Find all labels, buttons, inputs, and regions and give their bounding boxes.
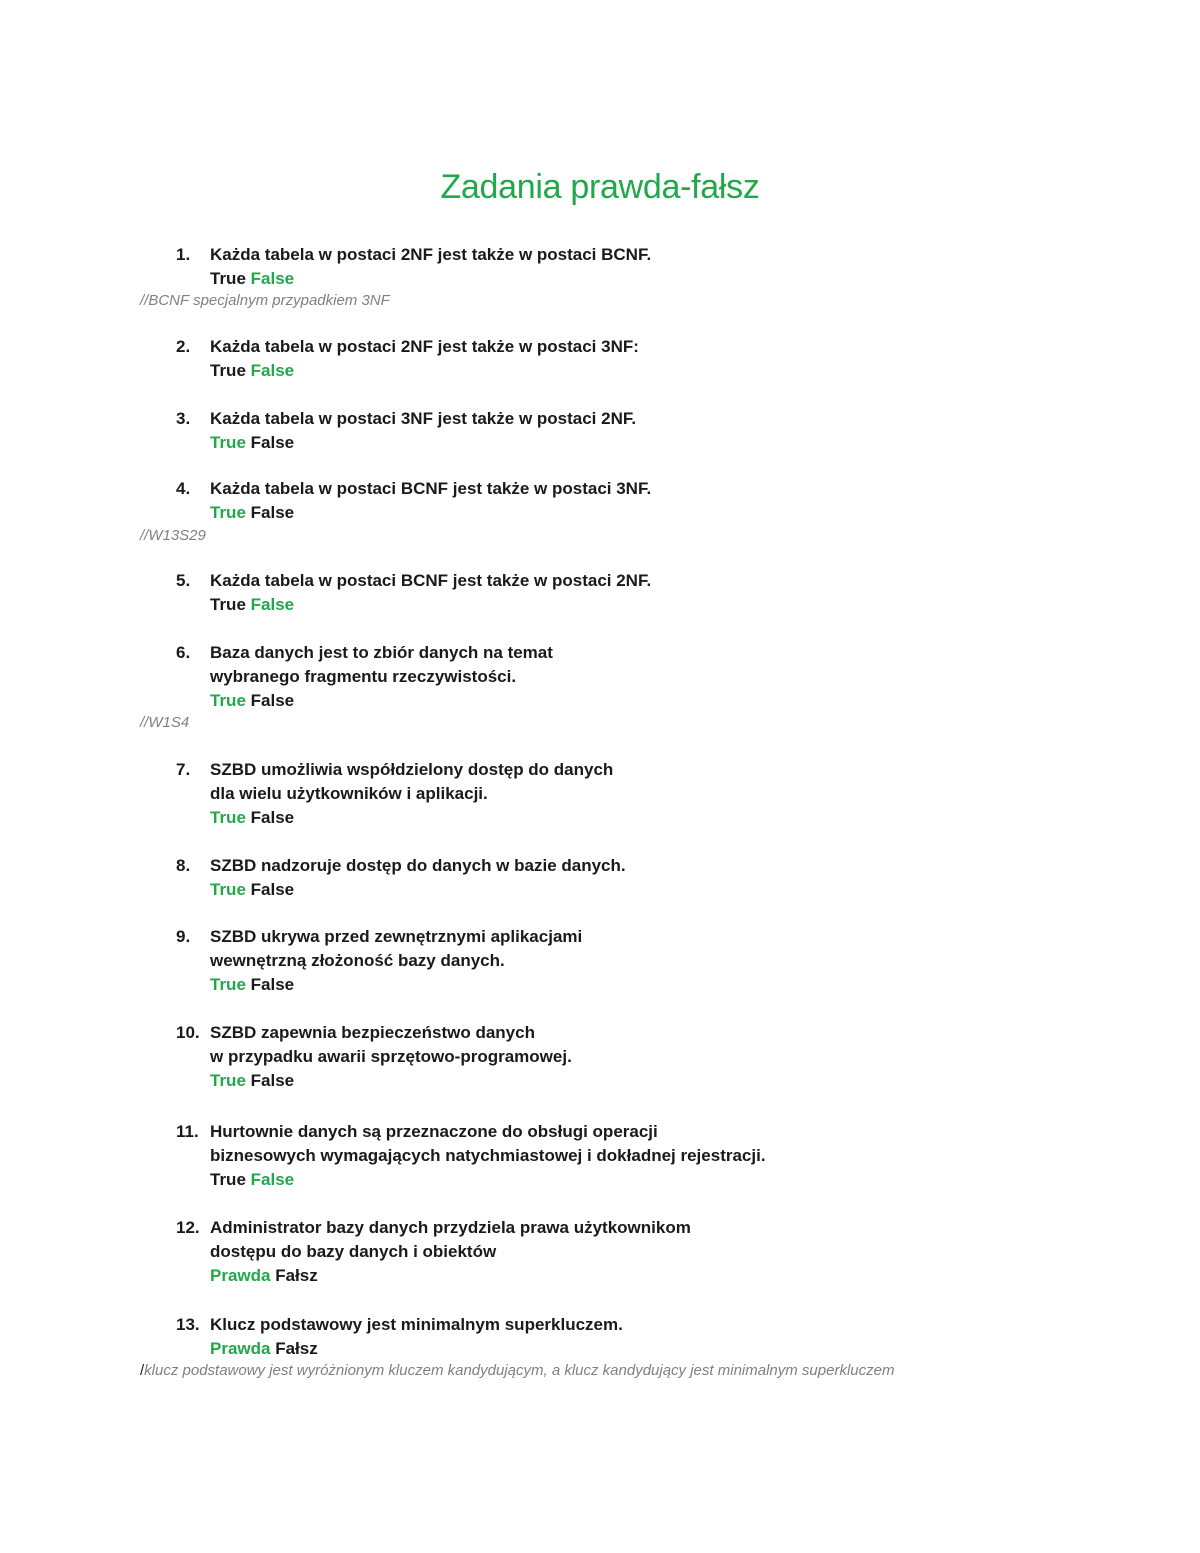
- question-text: Hurtownie danych są przeznaczone do obsługi operacji: [210, 1122, 658, 1141]
- question-10: [176, 1021, 572, 1093]
- option-false[interactable]: False: [250, 691, 295, 710]
- question-text: Każda tabela w postaci BCNF jest także w postaci 3NF.: [210, 479, 652, 498]
- answer-options: [176, 1168, 766, 1192]
- answer-options: [176, 878, 626, 902]
- question-1: [176, 243, 651, 291]
- question-text-continued: w przypadku awarii sprzętowo-programowej.: [210, 1047, 572, 1066]
- answer-options: [176, 1264, 691, 1288]
- page-title: Zadania prawda-fałsz: [440, 168, 760, 206]
- answer-options: [176, 1337, 623, 1361]
- answer-options: [176, 359, 639, 383]
- answer-options: [176, 593, 651, 617]
- question-5: [176, 569, 651, 617]
- option-true[interactable]: True: [210, 1071, 246, 1090]
- option-false[interactable]: False: [250, 269, 295, 288]
- option-true[interactable]: True: [210, 808, 246, 827]
- question-9: [176, 925, 582, 997]
- question-text: Administrator bazy danych przydziela prawa użytkownikom: [210, 1218, 691, 1237]
- question-text-continued: wewnętrzną złożoność bazy danych.: [210, 951, 505, 970]
- question-text-continued: dla wielu użytkowników i aplikacji.: [210, 784, 488, 803]
- question-text-continued: biznesowych wymagających natychmiastowej i dokładnej rejestracji.: [210, 1146, 766, 1165]
- question-text: Każda tabela w postaci 3NF jest także w postaci 2NF.: [210, 409, 637, 428]
- question-13: [176, 1313, 623, 1361]
- question-text-continued: wybranego fragmentu rzeczywistości.: [210, 667, 517, 686]
- answer-options: [176, 689, 553, 713]
- question-number: 1.: [176, 245, 191, 264]
- note-6: //W1S4: [140, 714, 190, 731]
- answer-options: [176, 1069, 572, 1093]
- question-2: [176, 335, 639, 383]
- answer-options: [176, 806, 613, 830]
- option-false[interactable]: False: [250, 880, 295, 899]
- question-number: 11.: [176, 1122, 199, 1141]
- question-number: 5.: [176, 571, 191, 590]
- question-number: 10.: [176, 1023, 200, 1042]
- question-7: [176, 758, 613, 830]
- option-true[interactable]: True: [210, 595, 246, 614]
- question-text-continued: dostępu do bazy danych i obiektów: [210, 1242, 497, 1261]
- option-true[interactable]: True: [210, 361, 246, 380]
- question-number: 4.: [176, 479, 191, 498]
- question-number: 6.: [176, 643, 191, 662]
- option-false[interactable]: False: [250, 361, 295, 380]
- option-falsz[interactable]: Fałsz: [275, 1266, 318, 1285]
- answer-options: [176, 267, 651, 291]
- question-11: [176, 1120, 766, 1192]
- question-number: 12.: [176, 1218, 200, 1237]
- option-prawda[interactable]: Prawda: [210, 1339, 271, 1358]
- option-true[interactable]: True: [210, 691, 246, 710]
- option-false[interactable]: False: [250, 808, 295, 827]
- question-text: SZBD nadzoruje dostęp do danych w bazie danych.: [210, 856, 626, 875]
- option-true[interactable]: True: [210, 880, 246, 899]
- option-true[interactable]: True: [210, 1170, 246, 1189]
- question-4: [176, 477, 651, 525]
- question-text: SZBD ukrywa przed zewnętrznymi aplikacjami: [210, 927, 583, 946]
- question-number: 2.: [176, 337, 191, 356]
- question-12: [176, 1216, 691, 1288]
- question-text: Każda tabela w postaci BCNF jest także w postaci 2NF.: [210, 571, 652, 590]
- option-true[interactable]: True: [210, 269, 246, 288]
- option-falsz[interactable]: Fałsz: [275, 1339, 318, 1358]
- option-true[interactable]: True: [210, 503, 246, 522]
- question-6: [176, 641, 553, 713]
- question-number: 7.: [176, 760, 191, 779]
- option-false[interactable]: False: [250, 975, 295, 994]
- question-number: 13.: [176, 1315, 200, 1334]
- question-text: SZBD zapewnia bezpieczeństwo danych: [210, 1023, 535, 1042]
- note-13: [140, 1362, 894, 1379]
- question-number: 9.: [176, 927, 191, 946]
- question-8: [176, 854, 626, 902]
- note-4: //W13S29: [140, 527, 206, 544]
- question-number: 3.: [176, 409, 191, 428]
- question-text: SZBD umożliwia współdzielony dostęp do danych: [210, 760, 614, 779]
- question-text: Każda tabela w postaci 2NF jest także w postaci BCNF.: [210, 245, 652, 264]
- option-prawda[interactable]: Prawda: [210, 1266, 271, 1285]
- option-false[interactable]: False: [250, 595, 295, 614]
- option-false[interactable]: False: [250, 503, 295, 522]
- question-number: 8.: [176, 856, 191, 875]
- option-false[interactable]: False: [250, 1071, 295, 1090]
- question-3: [176, 407, 636, 455]
- question-text: Baza danych jest to zbiór danych na temat: [210, 643, 553, 662]
- answer-options: [176, 501, 651, 525]
- option-false[interactable]: False: [250, 433, 295, 452]
- question-text: Każda tabela w postaci 2NF jest także w postaci 3NF:: [210, 337, 639, 356]
- option-false[interactable]: False: [250, 1170, 295, 1189]
- note-slash: /: [140, 1362, 145, 1379]
- option-true[interactable]: True: [210, 975, 246, 994]
- option-true[interactable]: True: [210, 433, 246, 452]
- answer-options: [176, 973, 582, 997]
- note-1: //BCNF specjalnym przypadkiem 3NF: [140, 292, 390, 309]
- answer-options: [176, 431, 636, 455]
- question-text: Klucz podstawowy jest minimalnym superkluczem.: [210, 1315, 623, 1334]
- note-text: klucz podstawowy jest wyróżnionym kluczem kandydującym, a klucz kandydujący jest minimalnym superkluczem: [144, 1362, 895, 1379]
